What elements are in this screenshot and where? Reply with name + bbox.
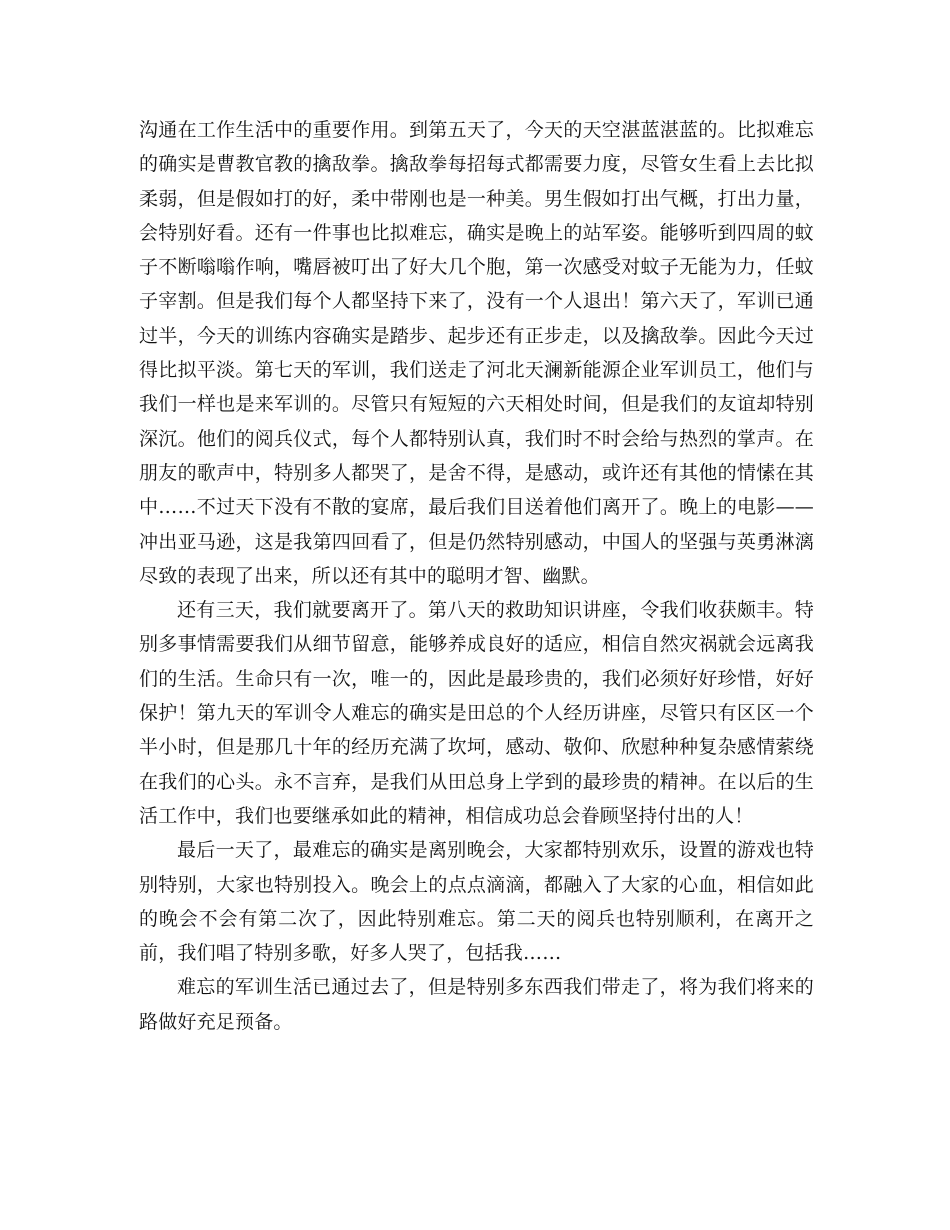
paragraph-2: 还有三天，我们就要离开了。第八天的救助知识讲座，令我们收获颇丰。特别多事情需要我们从细节留意，能够养成良好的适应，相信自然灾祸就会远离我们的生活。生命只有一次，唯一的，因此是最珍贵的，我们必须好好珍惜，好好保护！第九天的军训令人难忘的确实是田总的个人经历讲座，尽管只有区区一个半小时，但是那几十年的经历充满了坎坷，感动、敬仰、欣慰种种复杂感情萦绕在我们的心头。永不言弃，是我们从田总身上学到的最珍贵的精神。在以后的生活工作中，我们也要继承如此的精神，相信成功总会眷顾坚持付出的人！: [139, 599, 814, 827]
paragraph-3: 最后一天了，最难忘的确实是离别晚会，大家都特别欢乐，设置的游戏也特别特别，大家也特别投入。晚会上的点点滴滴，都融入了大家的心血，相信如此的晚会不会有第二次了，因此特别难忘。第二天的阅兵也特别顺利，在离开之前，我们唱了特别多歌，好多人哭了，包括我……: [139, 839, 814, 965]
document-body: [139, 113, 814, 1039]
paragraph-4: 难忘的军训生活已通过去了，但是特别多东西我们带走了，将为我们将来的路做好充足预备。: [139, 976, 814, 1033]
paragraph-1: 沟通在工作生活中的重要作用。到第五天了，今天的天空湛蓝湛蓝的。比拟难忘的确实是曹教官教的擒敌拳。擒敌拳每招每式都需要力度，尽管女生看上去比拟柔弱，但是假如打的好，柔中带刚也是一种美。男生假如打出气概，打出力量，会特别好看。还有一件事也比拟难忘，确实是晚上的站军姿。能够听到四周的蚊子不断嗡嗡作响，嘴唇被叮出了好大几个胞，第一次感受对蚊子无能为力，任蚊子宰割。但是我们每个人都坚持下来了，没有一个人退出！第六天了，军训已通过半，今天的训练内容确实是踏步、起步还有正步走，以及擒敌拳。因此今天过得比拟平淡。第七天的军训，我们送走了河北天澜新能源企业军训员工，他们与我们一样也是来军训的。尽管只有短短的六天相处时间，但是我们的友谊却特别深沉。他们的阅兵仪式，每个人都特别认真，我们时不时会给与热烈的掌声。在朋友的歌声中，特别多人都哭了，是舍不得，是感动，或许还有其他的情愫在其中……不过天下没有不散的宴席，最后我们目送着他们离开了。晚上的电影——冲出亚马逊，这是我第四回看了，但是仍然特别感动，中国人的坚强与英勇淋漓尽致的表现了出来，所以还有其中的聪明才智、幽默。: [139, 119, 814, 587]
